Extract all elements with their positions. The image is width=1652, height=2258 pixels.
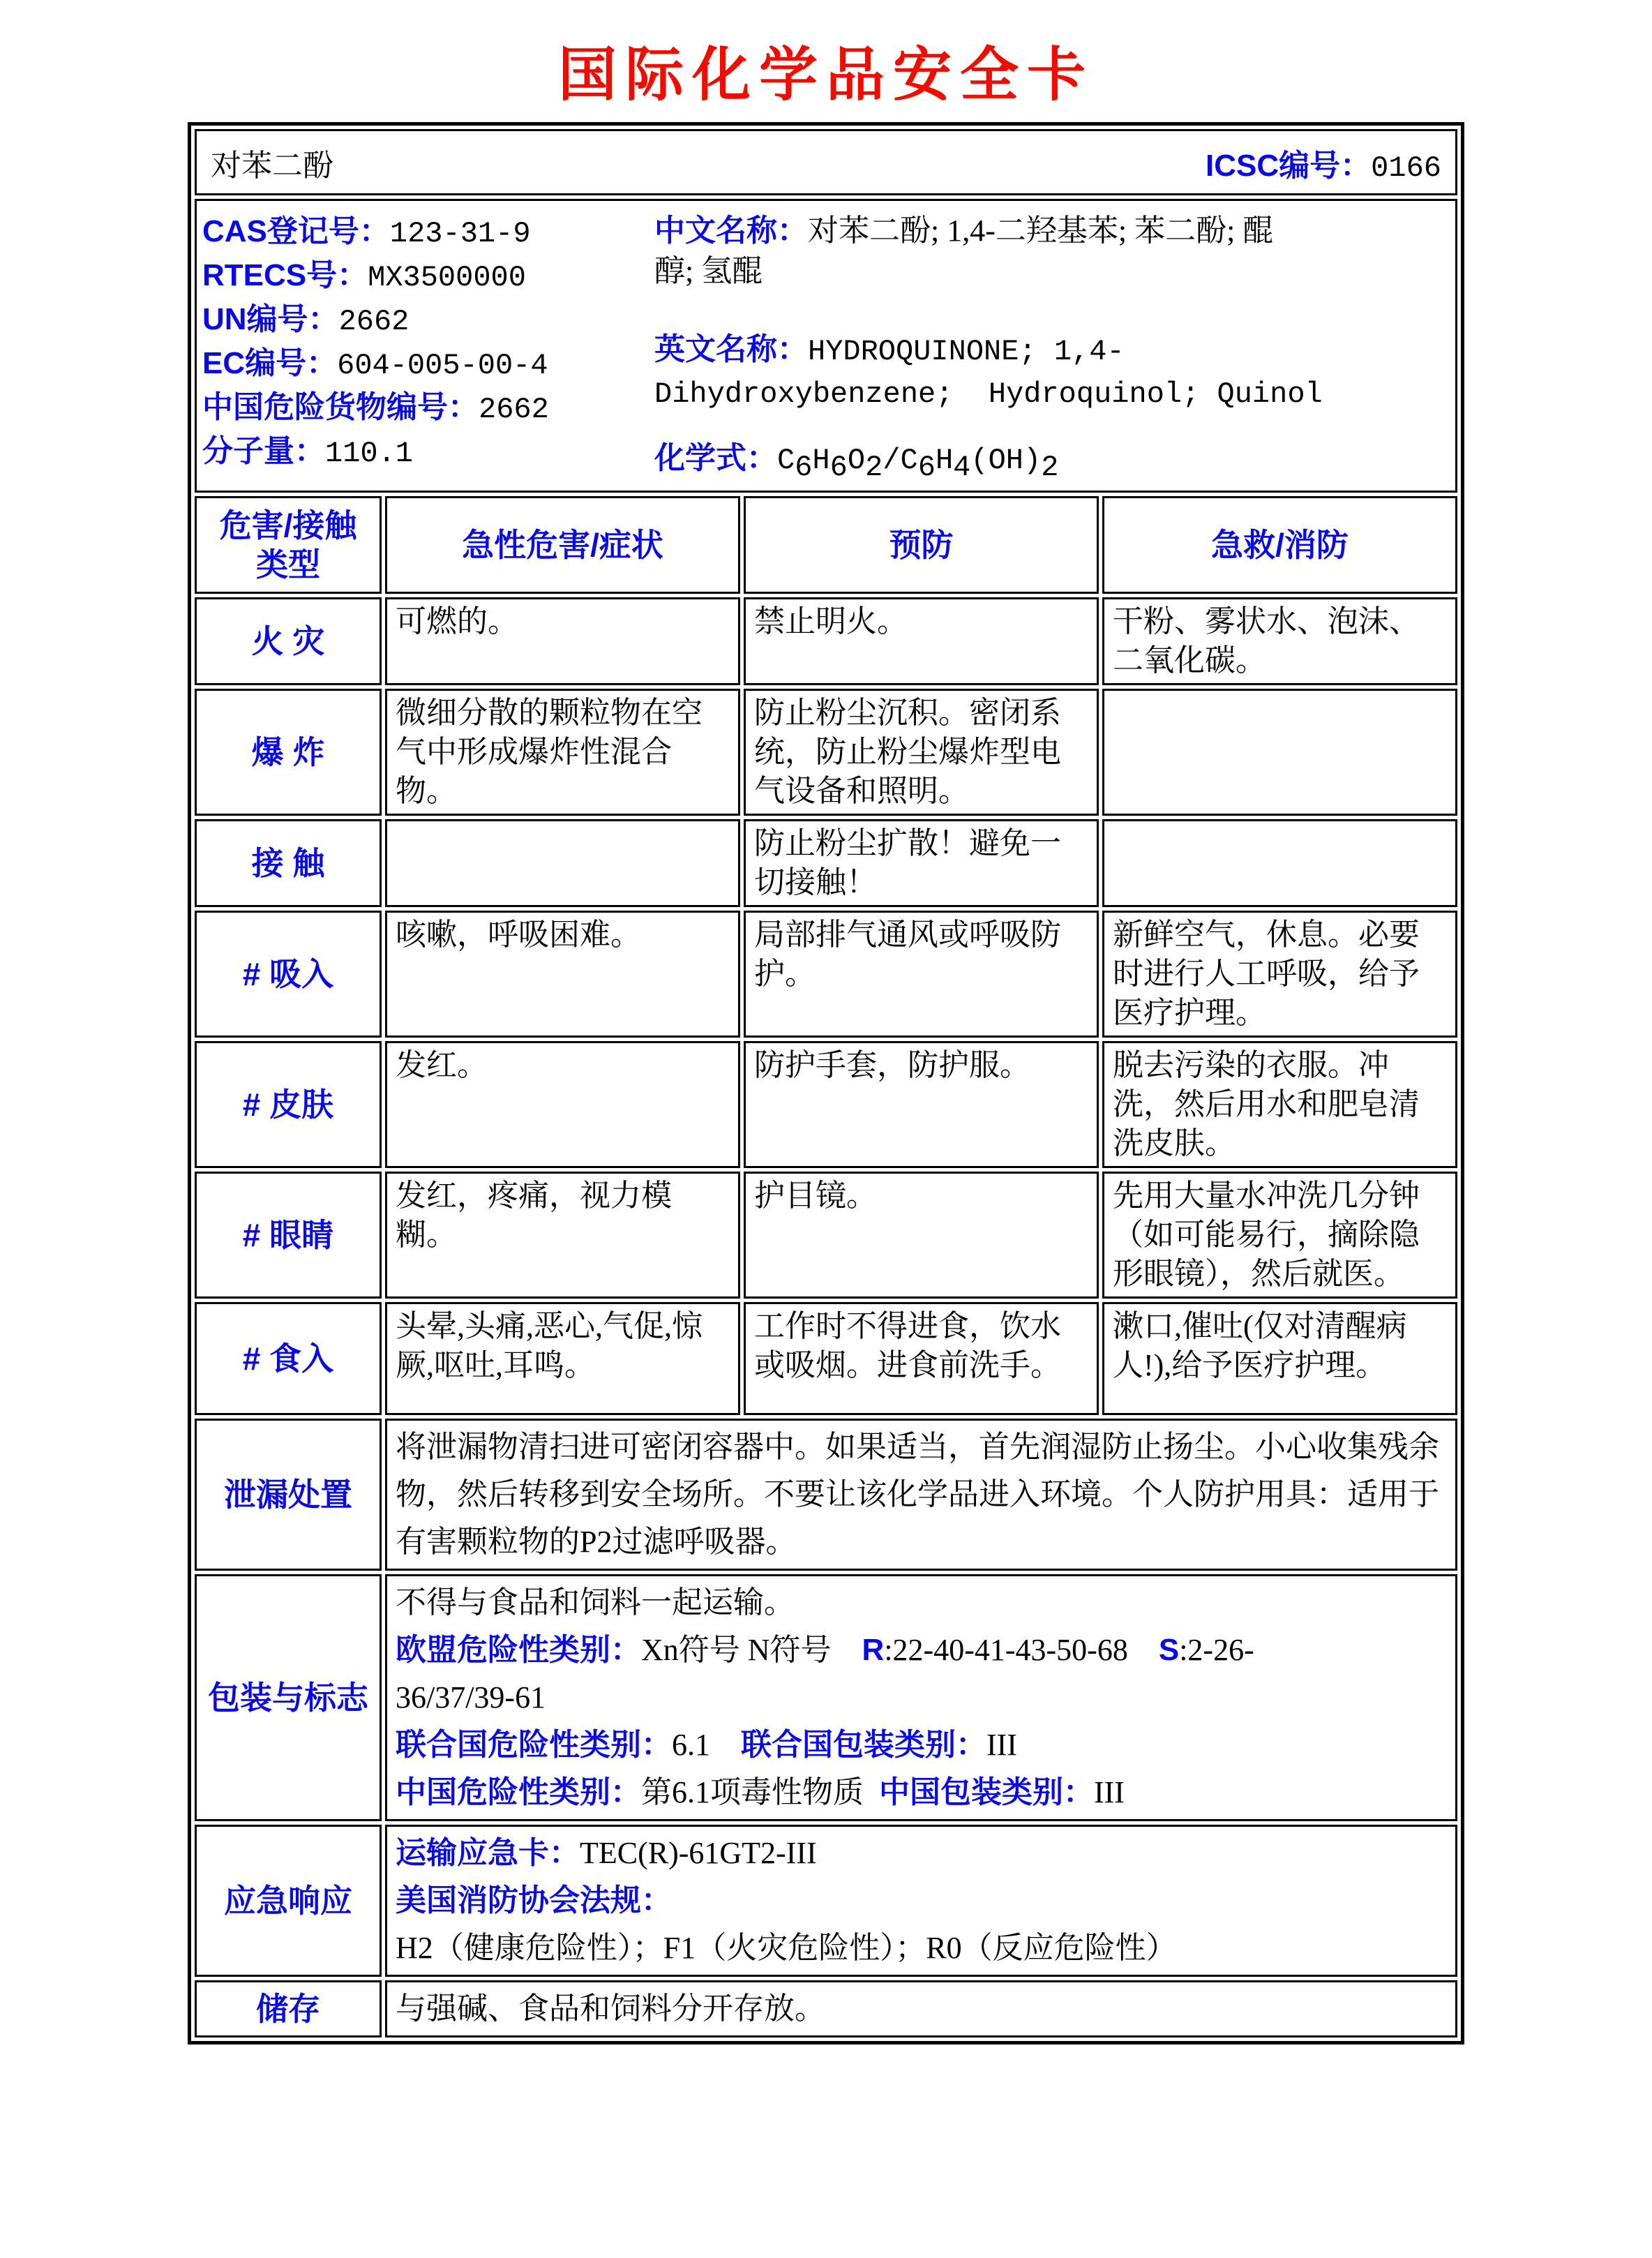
hazard-header-response: 急救/消防	[1102, 496, 1457, 594]
cas-number-label: CAS登记号：	[202, 214, 390, 248]
text-line	[654, 372, 1450, 414]
text-line	[396, 1830, 1447, 1877]
text-line	[396, 1877, 1447, 1972]
hazard-ingestion-response: 漱口,催吐(仅对清醒病人!),给予医疗护理。	[1102, 1302, 1457, 1415]
inline-field-label: 运输应急卡：	[395, 1836, 580, 1870]
text-segment: III	[986, 1728, 1017, 1762]
icsc-page	[0, 28, 1652, 2258]
text-line	[396, 1627, 1447, 1674]
text-segment: 2	[865, 450, 883, 484]
text-segment: 6	[917, 450, 936, 484]
molecular-weight-label: 分子量：	[202, 434, 325, 468]
hazard-inhalation-label: # 吸入	[195, 911, 382, 1038]
text-segment: 将泄漏物清扫进可密闭容器中。如果适当，首先润湿防止扬尘。小心收集残余物，然后转移到安全场所。不要让该化学品进入环境。个人防护用具：适用于有害颗粒物的P2过滤呼吸器。	[395, 1430, 1439, 1559]
text-segment: 对苯二酚; 1,4-二羟基苯; 苯二酚; 醌	[807, 214, 1274, 248]
text-segment: 6	[795, 450, 813, 484]
icsc-card-table	[188, 122, 1464, 2044]
text-segment: C	[776, 444, 795, 477]
english-name	[654, 329, 1450, 414]
hazard-ingestion-label: # 食入	[195, 1302, 382, 1415]
cas-number-value: 123-31-9	[389, 217, 531, 251]
text-segment: 36/37/39-61	[395, 1680, 546, 1714]
hazard-skin-label: # 皮肤	[195, 1041, 382, 1168]
text-line	[396, 1985, 1447, 2033]
china-dg-number-value: 2662	[478, 393, 549, 426]
text-segment: :22-40-41-43-50-68	[884, 1633, 1159, 1667]
text-segment: III	[1093, 1775, 1125, 1809]
section-row-packaging	[195, 1574, 1457, 1821]
hazard-header-symptoms: 急性危害/症状	[385, 496, 740, 594]
ec-number-field	[202, 343, 649, 387]
icsc-number-value: 0166	[1371, 151, 1441, 185]
text-segment: 类型	[255, 546, 320, 583]
text-segment: O	[847, 444, 866, 477]
storage-label: 储存	[195, 1980, 382, 2038]
hazard-skin-prevention: 防护手套，防护服。	[744, 1041, 1099, 1168]
identification-cell	[195, 199, 1457, 493]
card-header-row	[195, 129, 1457, 195]
text-line	[654, 251, 1450, 292]
hazard-skin-symptoms: 发红。	[385, 1041, 740, 1168]
un-number-value: 2662	[338, 305, 410, 338]
emergency-response-content	[385, 1825, 1457, 1977]
hazard-row-ingestion	[195, 1302, 1457, 1415]
text-line	[205, 545, 371, 584]
spillage-label: 泄漏处置	[195, 1419, 382, 1571]
hazard-row-skin	[195, 1041, 1457, 1168]
hazard-row-eyes	[195, 1172, 1457, 1299]
chinese-name	[654, 211, 1450, 292]
text-segment: 与强碱、食品和饲料分开存放。	[395, 1991, 825, 2026]
inline-field-label: R	[862, 1633, 885, 1667]
inline-field-label: 化学式：	[654, 441, 777, 475]
text-segment: 不得与食品和饲料一起运输。	[395, 1585, 795, 1620]
identification-numbers	[202, 211, 649, 481]
hazard-eyes-label: # 眼睛	[195, 1172, 382, 1299]
text-segment: 2	[1041, 450, 1059, 484]
emergency-response-label: 应急响应	[195, 1825, 382, 1977]
text-segment: :2-26-	[1179, 1633, 1254, 1667]
inline-field-label: S	[1158, 1633, 1180, 1667]
text-segment: 危害/接触	[219, 507, 357, 544]
molecular-weight-value: 110.1	[324, 437, 414, 470]
hazard-fire-prevention: 禁止明火。	[744, 597, 1099, 685]
text-segment: TEC(R)-61GT2-III	[579, 1836, 817, 1870]
packaging-label: 包装与标志	[195, 1574, 382, 1821]
inline-field-label: 中国包装类别：	[878, 1775, 1094, 1809]
hazard-header-prevention: 预防	[744, 496, 1099, 594]
inline-field-label: 联合国危险性类别：	[395, 1728, 672, 1762]
text-segment: (OH)	[970, 444, 1042, 477]
text-segment: H	[812, 444, 830, 477]
un-number-label: UN编号：	[202, 302, 339, 336]
packaging-content	[385, 1574, 1457, 1821]
hazard-explosion-response	[1102, 689, 1457, 816]
inline-field-label: 中文名称：	[654, 214, 808, 248]
inline-field-label: 联合国包装类别：	[740, 1728, 986, 1762]
text-segment: 第6.1项毒性物质	[640, 1775, 879, 1809]
card-header-cell	[195, 129, 1457, 195]
hazard-explosion-label: 爆 炸	[195, 689, 382, 816]
hazard-fire-label: 火 灾	[195, 597, 382, 685]
hazard-row-explosion	[195, 689, 1457, 816]
text-line	[396, 1769, 1447, 1816]
hazard-skin-response: 脱去污染的衣服。冲洗，然后用水和肥皂清洗皮肤。	[1102, 1041, 1457, 1168]
identification-names	[649, 211, 1450, 484]
hazard-eyes-symptoms: 发红，疼痛，视力模糊。	[385, 1172, 740, 1299]
substance-name: 对苯二酚	[210, 148, 333, 183]
hazard-eyes-response: 先用大量水冲洗几分钟（如可能易行，摘除隐形眼镜），然后就医。	[1102, 1172, 1457, 1299]
hazard-ingestion-prevention: 工作时不得进食，饮水或吸烟。进食前洗手。	[744, 1302, 1099, 1415]
icsc-number	[1206, 140, 1441, 185]
text-segment: 醇; 氢醌	[654, 254, 763, 288]
hazard-inhalation-prevention: 局部排气通风或呼吸防护。	[744, 911, 1099, 1038]
storage-content	[385, 1980, 1457, 2038]
hazard-explosion-prevention: 防止粉尘沉积。密闭系统，防止粉尘爆炸型电气设备和照明。	[744, 689, 1099, 816]
section-row-emergency-response	[195, 1825, 1457, 1977]
hazard-row-inhalation	[195, 911, 1457, 1038]
hazard-contact-prevention: 防止粉尘扩散！避免一切接触！	[744, 819, 1099, 907]
hazard-fire-symptoms: 可燃的。	[385, 597, 740, 685]
text-line	[654, 329, 1450, 372]
section-row-storage	[195, 1980, 1457, 2038]
text-line	[396, 1579, 1447, 1627]
text-line	[654, 211, 1450, 251]
molecular-weight-field	[202, 431, 649, 474]
text-segment: C	[900, 444, 918, 477]
text-segment: H2（健康危险性）；F1（火灾危险性）；R0（反应危险性）	[395, 1931, 1177, 1965]
text-line	[654, 438, 1450, 484]
text-line	[396, 1721, 1447, 1769]
ec-number-value: 604-005-00-4	[337, 349, 548, 382]
text-segment: Dihydroxybenzene; Hydroquinol; Quinol	[654, 377, 1323, 411]
rtecs-number-label: RTECS号：	[202, 258, 368, 292]
hazard-inhalation-response: 新鲜空气，休息。必要时进行人工呼吸，给予医疗护理。	[1102, 911, 1457, 1038]
text-segment: H	[935, 444, 954, 477]
text-line	[396, 1674, 1447, 1721]
hazard-row-fire	[195, 597, 1457, 685]
text-segment: HYDROQUINONE; 1,4-	[807, 335, 1125, 368]
hazard-header-row	[195, 496, 1457, 594]
rtecs-number-value: MX3500000	[368, 261, 526, 294]
text-segment: 4	[953, 450, 971, 484]
inline-field-label: 欧盟危险性类别：	[395, 1633, 641, 1667]
hazard-eyes-prevention: 护目镜。	[744, 1172, 1099, 1299]
inline-field-label: 中国危险性类别：	[395, 1775, 641, 1809]
icsc-number-label: ICSC编号：	[1206, 148, 1372, 183]
hazard-contact-label: 接 触	[195, 819, 382, 907]
text-segment: /	[883, 444, 901, 477]
rtecs-number-field	[202, 255, 649, 299]
inline-field-label: 英文名称：	[654, 332, 808, 366]
hazard-contact-response	[1102, 819, 1457, 907]
section-row-spillage	[195, 1419, 1457, 1571]
un-number-field	[202, 299, 649, 343]
text-segment: 6	[829, 450, 848, 484]
ec-number-label: EC编号：	[202, 346, 338, 380]
hazard-row-contact	[195, 819, 1457, 907]
inline-field-label: 美国消防协会法规：	[395, 1883, 672, 1917]
hazard-header-type	[195, 496, 382, 594]
identification-row	[195, 199, 1457, 493]
hazard-inhalation-symptoms: 咳嗽，呼吸困难。	[385, 911, 740, 1038]
spillage-content	[385, 1419, 1457, 1571]
china-dg-number-label: 中国危险货物编号：	[202, 390, 479, 424]
hazard-ingestion-symptoms: 头晕,头痛,恶心,气促,惊厥,呕吐,耳鸣。	[385, 1302, 740, 1415]
china-dg-number-field	[202, 387, 649, 431]
text-line	[205, 506, 371, 545]
hazard-fire-response: 干粉、雾状水、泡沫、二氧化碳。	[1102, 597, 1457, 685]
hazard-contact-symptoms	[385, 819, 740, 907]
text-line	[396, 1423, 1447, 1566]
page-title: 国际化学品安全卡	[557, 43, 1094, 108]
chemical-formula	[654, 438, 1450, 484]
cas-number-field	[202, 211, 649, 255]
text-segment: Xn符号 N符号	[640, 1633, 862, 1667]
text-segment: 6.1	[671, 1728, 741, 1762]
hazard-explosion-symptoms: 微细分散的颗粒物在空气中形成爆炸性混合物。	[385, 689, 740, 816]
